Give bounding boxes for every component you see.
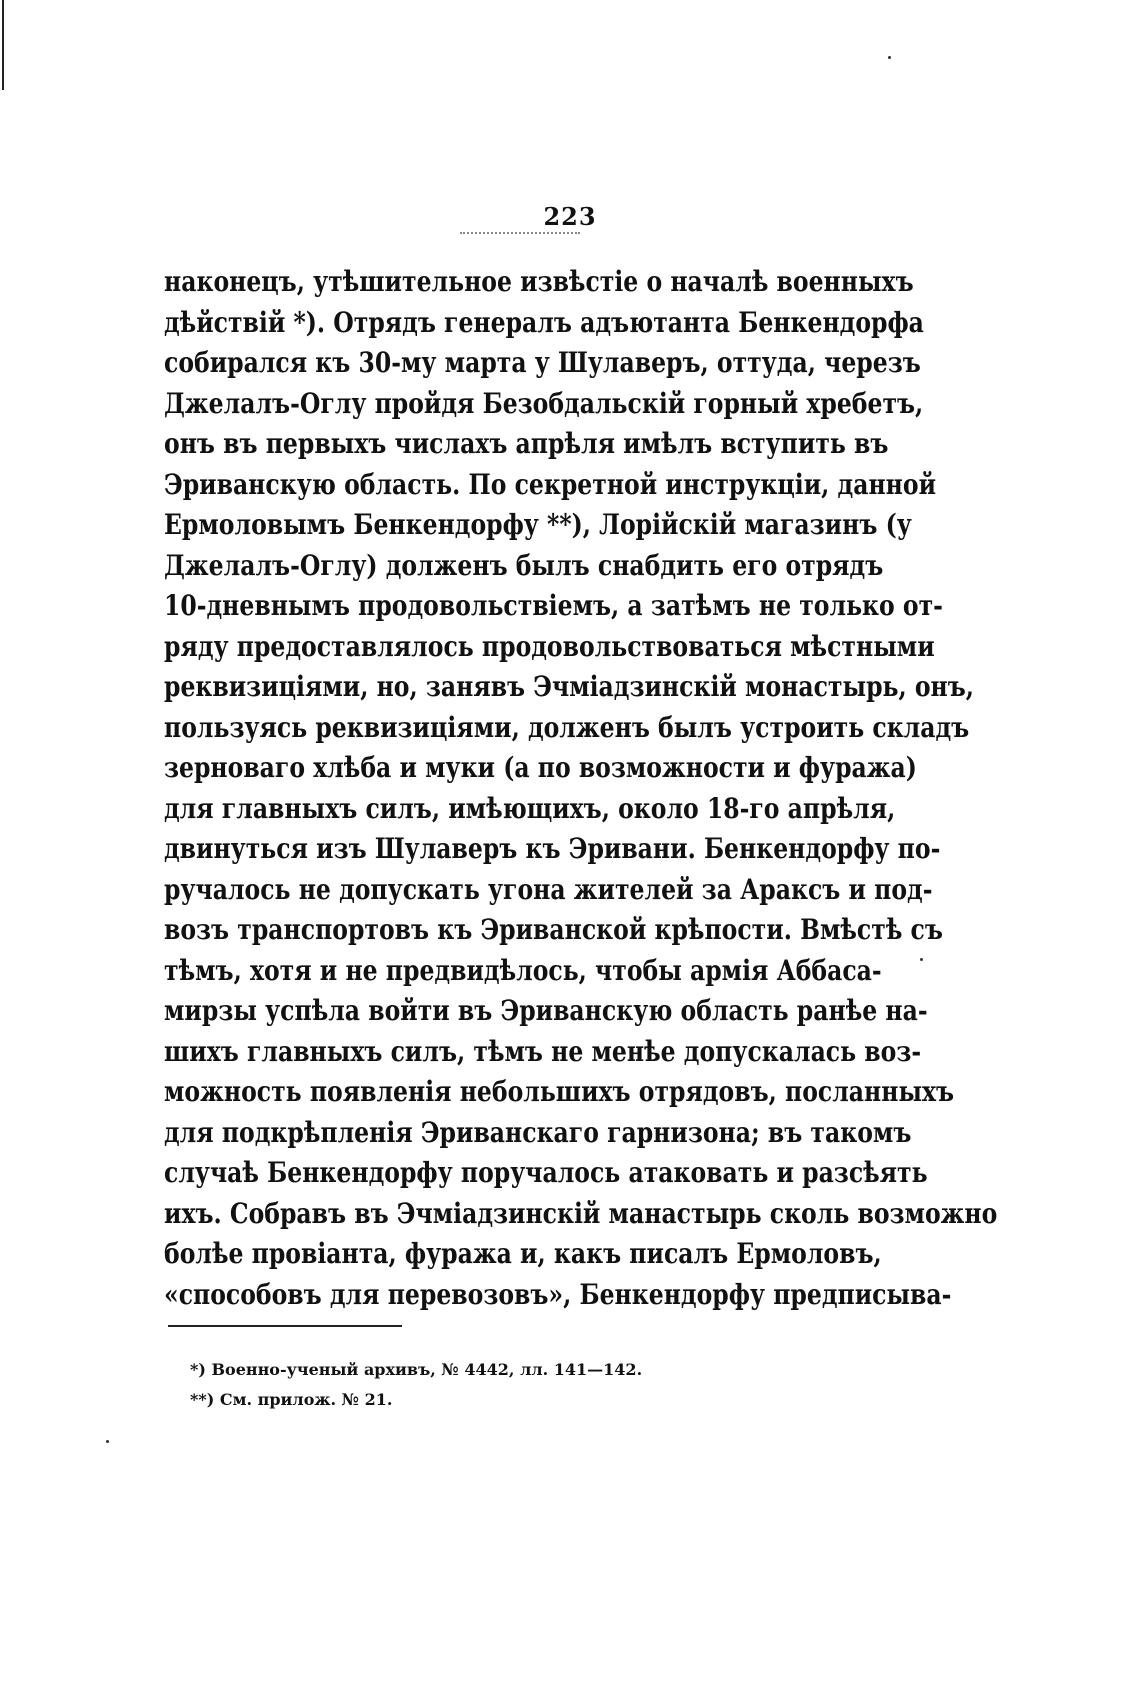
text-line: собирался къ 30-му марта у Шулаверъ, оттуда, черезъ <box>164 346 921 379</box>
text-line: случаѣ Бенкендорфу поручалось атаковать и разсѣять <box>164 1156 928 1189</box>
text-line: Ермоловымъ Бенкендорфу **), Лорійскій магазинъ (у <box>164 508 912 541</box>
text-line: ихъ. Собравъ въ Эчміадзинскій манастырь сколь возможно <box>164 1196 998 1230</box>
footnote: **) См. прилож. № 21. <box>190 1390 393 1409</box>
text-line: дѣйствій *). Отрядъ генералъ адъютанта Бенкендорфа <box>164 305 924 339</box>
text-line: можность появленія небольшихъ отрядовъ, посланныхъ <box>164 1075 955 1108</box>
text-line: шихъ главныхъ силъ, тѣмъ не менѣе допускалась воз- <box>164 1034 922 1068</box>
text-line: для главныхъ силъ, имѣющихъ, около 18-го апрѣля, <box>164 791 896 825</box>
text-line: зерноваго хлѣба и муки (а по возможности и фуража) <box>164 751 917 784</box>
page-number-ornament <box>460 232 580 234</box>
text-line: онъ въ первыхъ числахъ апрѣля имѣлъ вступить въ <box>164 427 889 460</box>
text-line: «способовъ для перевозовъ», Бенкендорфу предписыва- <box>164 1277 952 1311</box>
scan-speck <box>106 1440 109 1443</box>
footnote-rule <box>168 1325 402 1327</box>
scan-speck <box>888 56 891 59</box>
text-line: мирзы успѣла войти въ Эриванскую область ранѣе на- <box>164 994 928 1027</box>
text-line: ряду предоставлялось продовольствоваться мѣстными <box>164 629 935 663</box>
text-line: пользуясь реквизиціями, долженъ былъ устроить складъ <box>164 710 970 744</box>
text-line: 10-дневнымъ продовольствіемъ, а затѣмъ не только от- <box>164 589 943 622</box>
text-line: реквизиціями, но, занявъ Эчміадзинскій монастырь, онъ, <box>164 670 974 703</box>
text-line: наконецъ, утѣшительное извѣстіе о началѣ военныхъ <box>164 265 914 298</box>
text-line: Эриванскую область. По секретной инструкціи, данной <box>164 467 937 501</box>
text-line: Джелалъ-Оглу пройдя Безобдальскій горный хребетъ, <box>164 386 924 420</box>
footnotes <box>190 1355 890 1415</box>
text-line: тѣмъ, хотя и не предвидѣлось, чтобы армія Аббаса- <box>164 953 882 987</box>
scan-speck <box>920 958 923 961</box>
footnote: *) Военно-ученый архивъ, № 4442, лл. 141—142. <box>190 1360 643 1379</box>
text-line: двинуться изъ Шулаверъ къ Эривани. Бенкендорфу по- <box>164 832 941 865</box>
body-text <box>164 262 998 1315</box>
text-line: ручалось не допускать угона жителей за Араксъ и под- <box>164 872 933 906</box>
text-line: для подкрѣпленія Эриванскаго гарнизона; въ такомъ <box>164 1115 912 1149</box>
text-line: болѣе провіанта, фуража и, какъ писалъ Ермоловъ, <box>164 1237 882 1270</box>
text-line: возъ транспортовъ къ Эриванской крѣпости. Вмѣстѣ съ <box>164 913 943 946</box>
text-line: Джелалъ-Оглу) долженъ былъ снабдить его отрядъ <box>164 548 884 582</box>
scan-edge-mark <box>2 0 4 90</box>
page-number: 223 <box>543 202 597 231</box>
